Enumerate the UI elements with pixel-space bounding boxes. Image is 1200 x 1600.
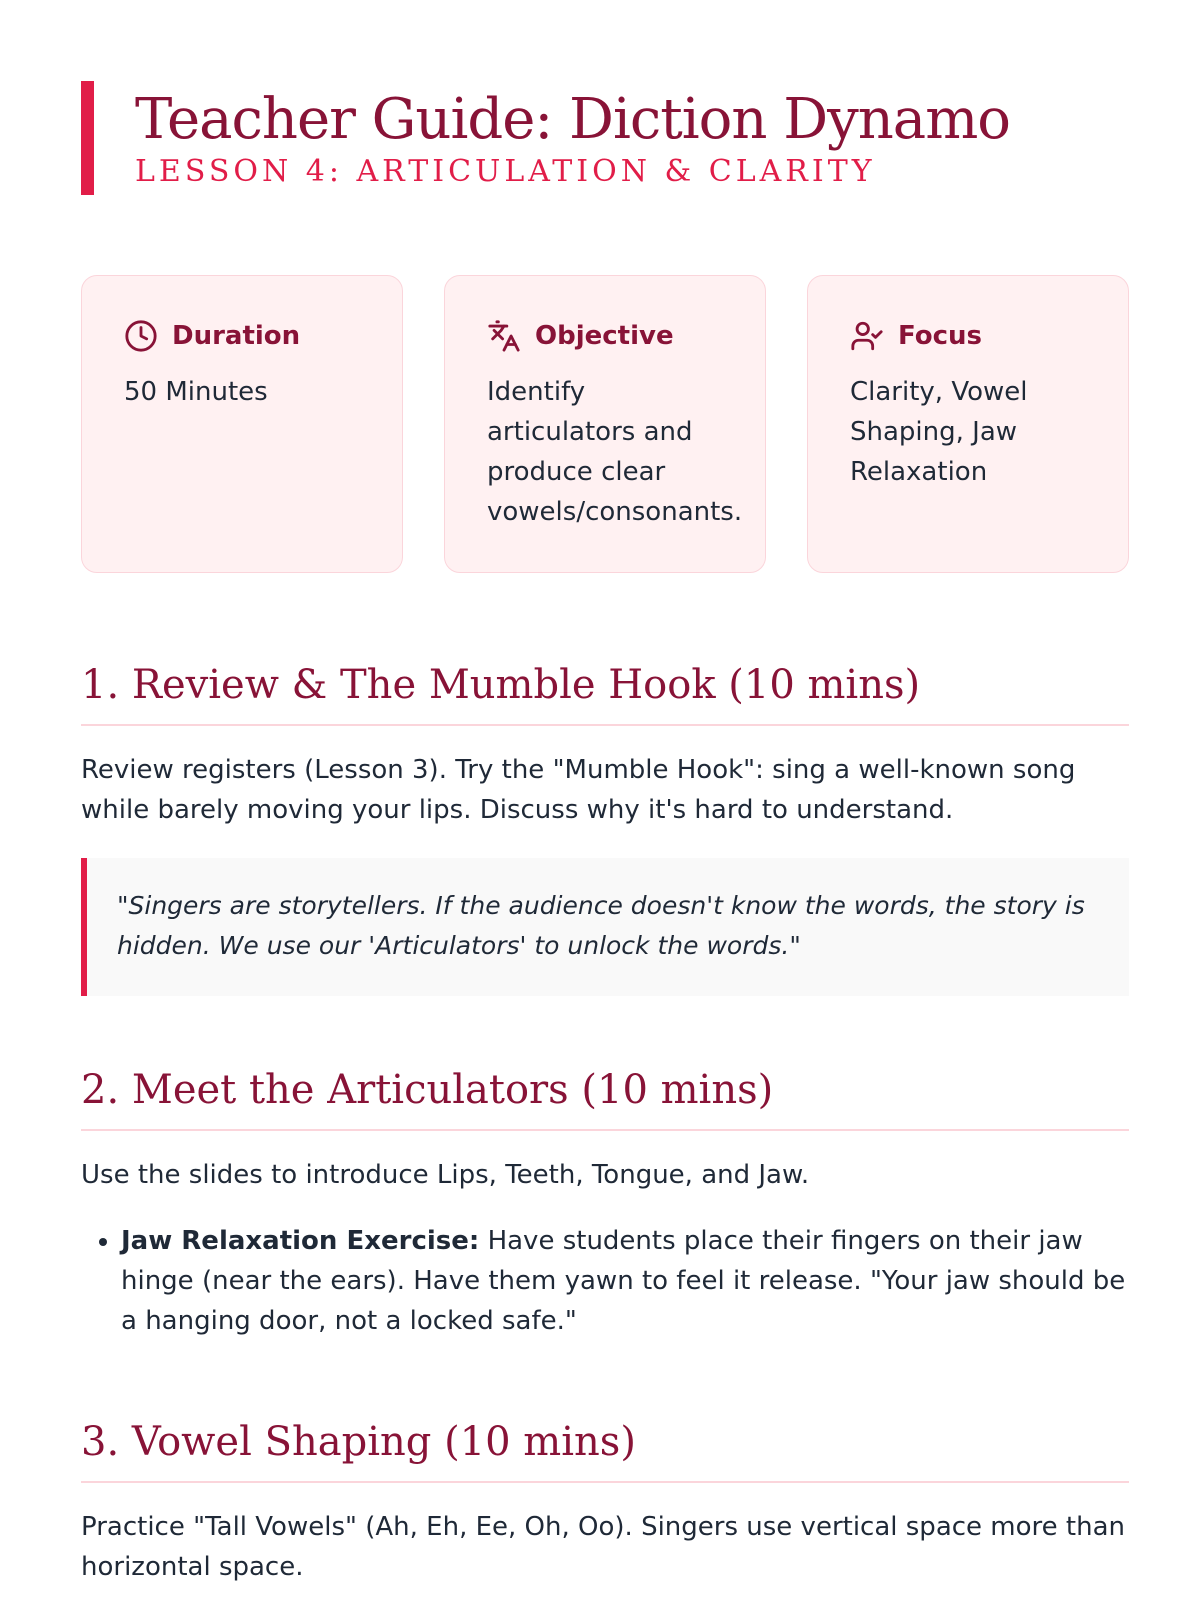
card-label: Objective bbox=[535, 321, 674, 351]
section-meet-articulators bbox=[81, 1065, 1129, 1341]
section-heading: 1. Review & The Mumble Hook (10 mins) bbox=[81, 660, 1129, 726]
card-header bbox=[850, 318, 1088, 354]
teacher-quote bbox=[81, 858, 1129, 996]
card-text: Identify articulators and produce clear vowels/consonants. bbox=[487, 377, 743, 527]
list-item bbox=[121, 1221, 1129, 1341]
exercise-label: Jaw Relaxation Exercise: bbox=[121, 1226, 480, 1256]
clock-icon bbox=[124, 319, 158, 353]
quote-text: "Singers are storytellers. If the audience doesn't know the words, the story is hidden. We use our 'Articulators' to unlock the words." bbox=[117, 891, 1085, 960]
section-body: Practice "Tall Vowels" (Ah, Eh, Ee, Oh, Oo). Singers use vertical space more than horizontal space. bbox=[81, 1512, 1125, 1582]
translate-icon bbox=[487, 319, 521, 353]
card-label: Focus bbox=[898, 321, 982, 351]
page-header bbox=[81, 81, 1121, 195]
card-header bbox=[487, 318, 725, 354]
exercise-text: Have students place their fingers on their jaw hinge (near the ears). Have them yawn to feel it release. "Your jaw should be a hanging door, not a locked safe." bbox=[121, 1226, 1126, 1336]
lesson-info-cards bbox=[81, 275, 1129, 573]
objective-card bbox=[444, 275, 766, 573]
section-vowel-shaping bbox=[81, 1417, 1129, 1587]
card-text: 50 Minutes bbox=[124, 377, 268, 407]
card-header bbox=[124, 318, 362, 354]
duration-card bbox=[81, 275, 403, 573]
exercise-list bbox=[81, 1221, 1129, 1341]
section-heading: 2. Meet the Articulators (10 mins) bbox=[81, 1065, 1129, 1131]
section-review-mumble-hook bbox=[81, 660, 1129, 996]
focus-card bbox=[807, 275, 1129, 573]
section-body: Use the slides to introduce Lips, Teeth, Tongue, and Jaw. bbox=[81, 1160, 810, 1190]
section-heading: 3. Vowel Shaping (10 mins) bbox=[81, 1417, 1129, 1483]
card-label: Duration bbox=[172, 321, 301, 351]
card-text: Clarity, Vowel Shaping, Jaw Relaxation bbox=[850, 377, 1028, 487]
lesson-subtitle: LESSON 4: ARTICULATION & CLARITY bbox=[135, 154, 876, 189]
user-check-icon bbox=[850, 319, 884, 353]
page-title: Teacher Guide: Diction Dynamo bbox=[135, 87, 1011, 152]
section-body: Review registers (Lesson 3). Try the "Mumble Hook": sing a well-known song while barely moving your lips. Discuss why it's hard to understand. bbox=[81, 755, 1076, 825]
